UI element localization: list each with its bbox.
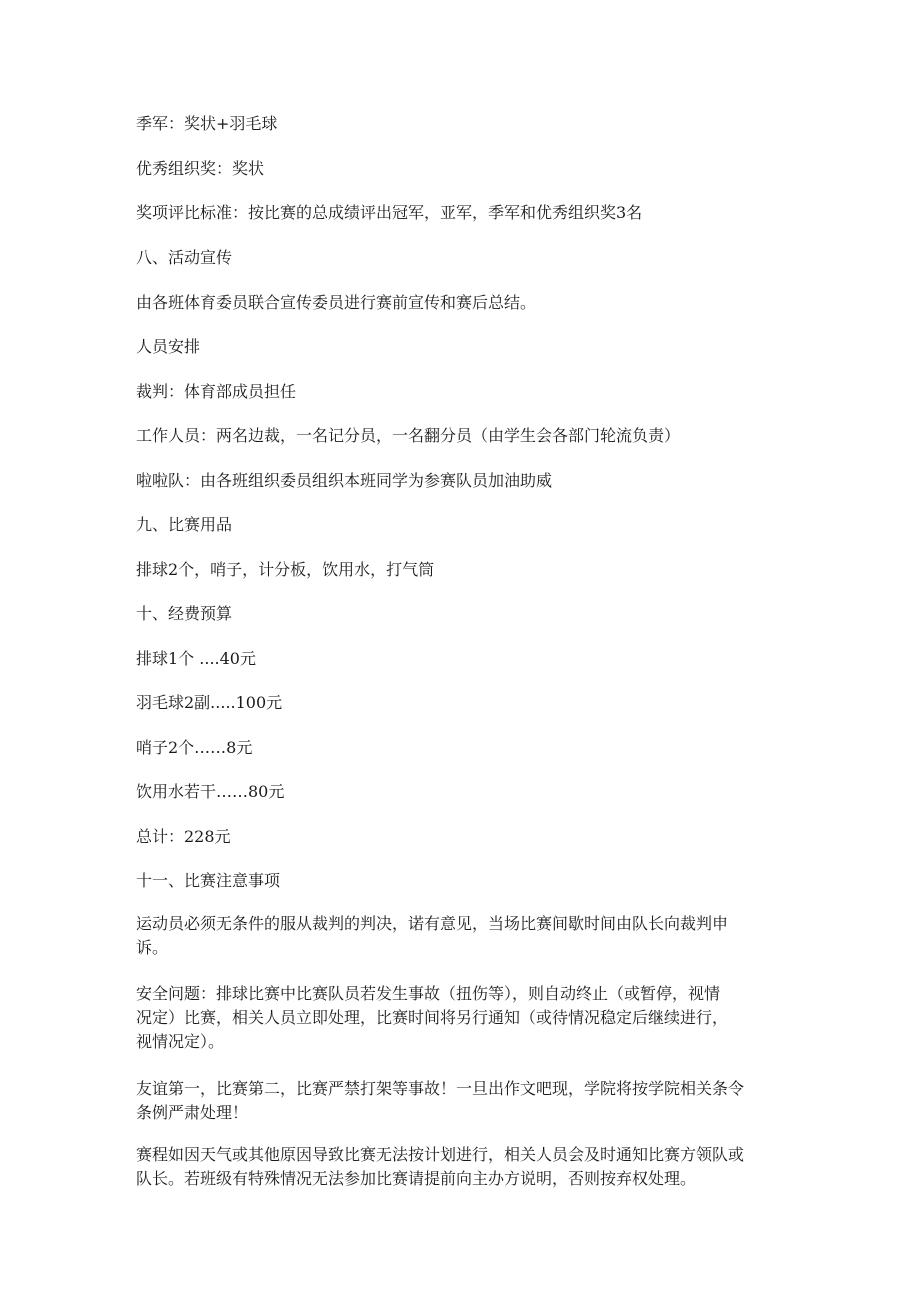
paragraph-line: 安全问题：排球比赛中比赛队员若发生事故（扭伤等），则自动终止（或暂停，视情 [136,984,721,1003]
equipment-line: 排球2个，哨子，计分板，饮用水，打气筒 [136,560,435,579]
safety-paragraph [136,982,786,1054]
section-11-heading: 十一、比赛注意事项 [136,871,281,890]
friendship-paragraph [136,1077,786,1125]
cheerleading-line: 啦啦队：由各班组织委员组织本班同学为参赛队员加油助威 [136,471,553,490]
staffing-heading: 人员安排 [136,337,201,356]
organization-award-line: 优秀组织奖：奖状 [136,159,265,178]
paragraph-line: 赛程如因天气或其他原因导致比赛无法按计划进行，相关人员会及时通知比赛方领队或 [136,1145,745,1164]
referee-line: 裁判：体育部成员担任 [136,382,297,401]
referee-compliance-paragraph [136,912,786,960]
section-10-heading: 十、经费预算 [136,604,233,623]
budget-badminton-line: 羽毛球2副.....100元 [136,693,283,712]
paragraph-line: 友谊第一，比赛第二，比赛严禁打架等事故！一旦出作文吧现，学院将按学院相关条令 [136,1079,745,1098]
budget-total-line: 总计：228元 [136,827,231,846]
paragraph-line: 况定）比赛，相关人员立即处理，比赛时间将另行通知（或待情况稳定后继续进行， [136,1008,729,1027]
third-place-prize-line: 季军：奖状+羽毛球 [136,114,278,133]
section-8-heading: 八、活动宣传 [136,248,233,267]
section-9-heading: 九、比赛用品 [136,515,233,534]
award-criteria-line: 奖项评比标准：按比赛的总成绩评出冠军，亚军，季军和优秀组织奖3名 [136,203,643,222]
paragraph-line: 诉。 [136,938,169,957]
schedule-paragraph [136,1143,786,1191]
publicity-line: 由各班体育委员联合宣传委员进行赛前宣传和赛后总结。 [136,293,537,312]
paragraph-line: 视情况定）。 [136,1032,225,1051]
budget-volleyball-line: 排球1个 ....40元 [136,649,256,668]
paragraph-line: 条例严肃处理！ [136,1103,249,1122]
budget-water-line: 饮用水若干……80元 [136,782,285,801]
budget-whistle-line: 哨子2个……8元 [136,738,253,757]
staff-line: 工作人员：两名边裁，一名记分员，一名翻分员（由学生会各部门轮流负责） [136,426,681,445]
paragraph-line: 运动员必须无条件的服从裁判的判决，诺有意见，当场比赛间歇时间由队长向裁判申 [136,914,729,933]
paragraph-line: 队长。若班级有特殊情况无法参加比赛请提前向主办方说明，否则按弃权处理。 [136,1169,697,1188]
